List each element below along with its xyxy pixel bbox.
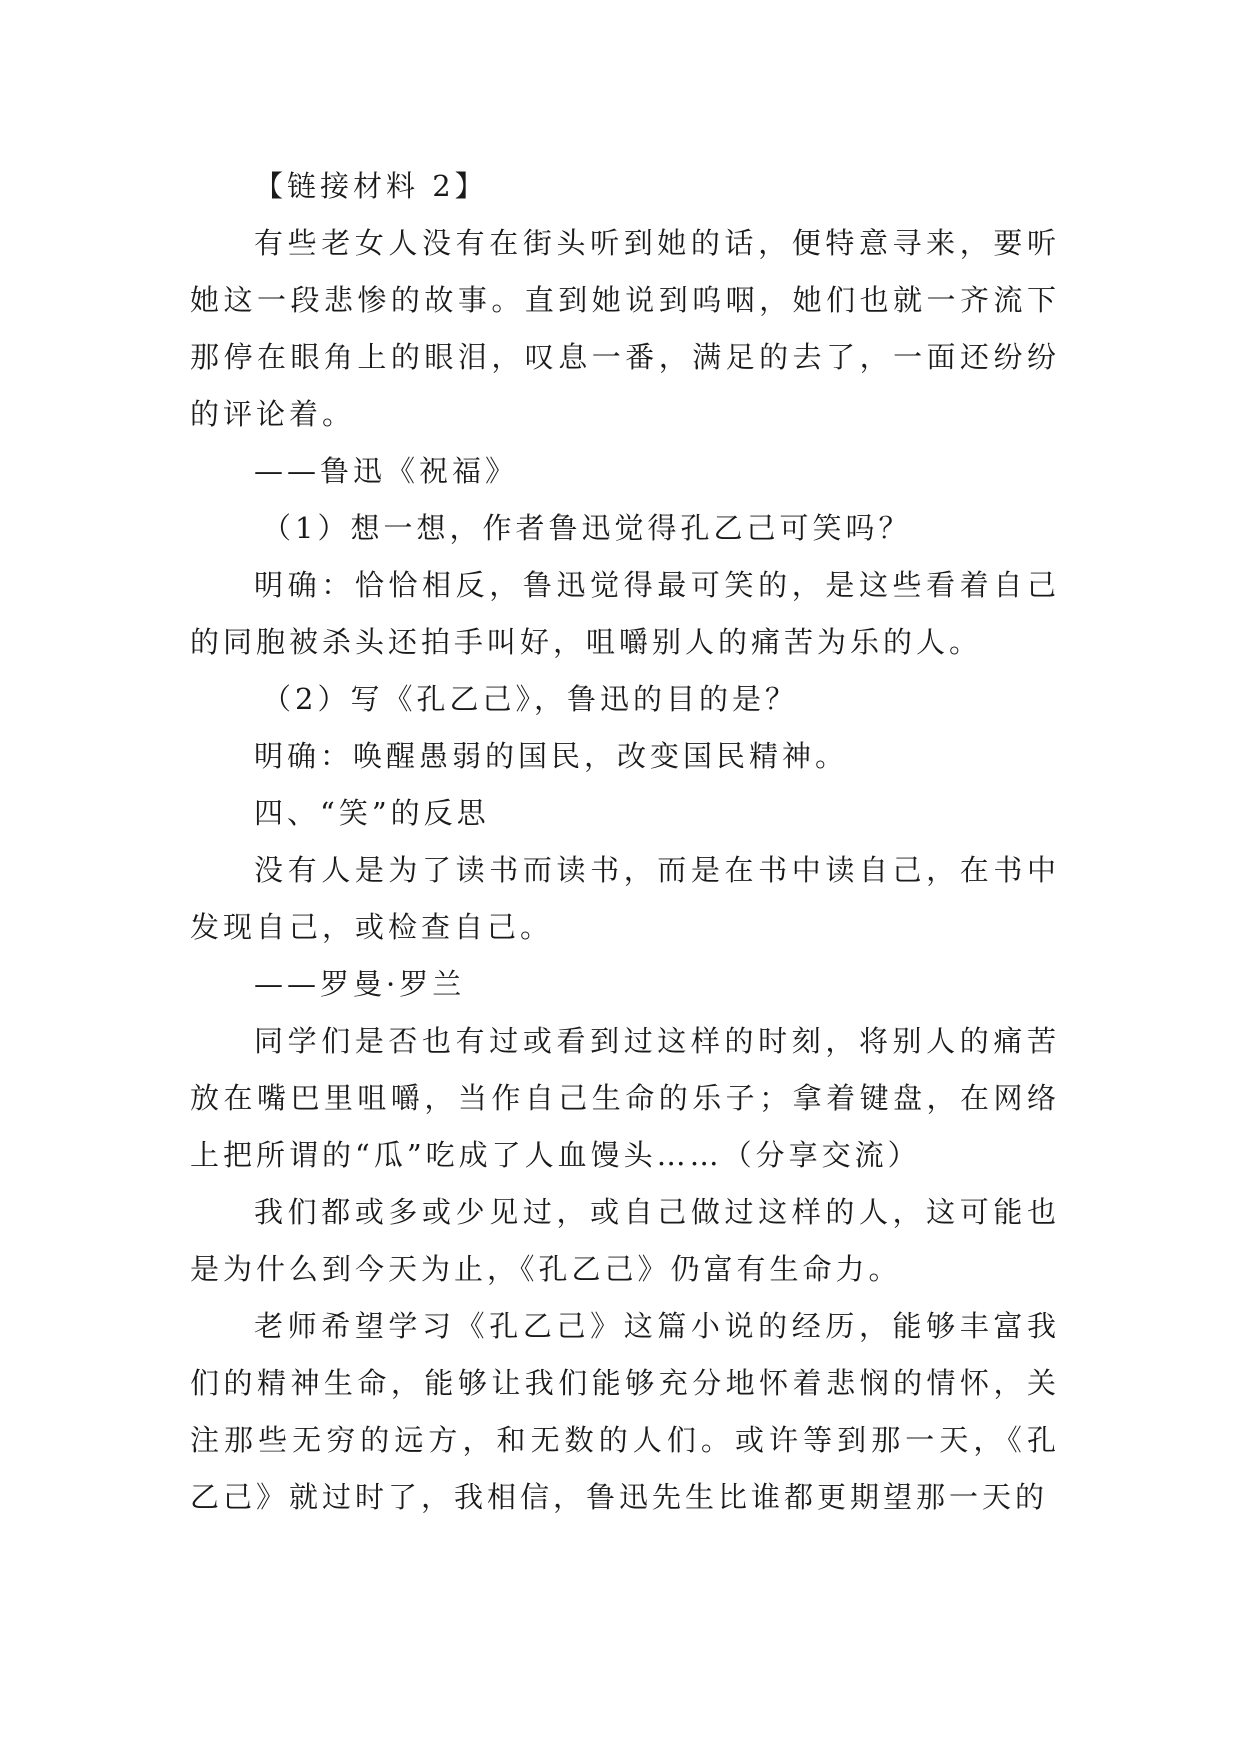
document-page — [190, 158, 1060, 1526]
paragraph-answer-1: 明确：恰恰相反，鲁迅觉得最可笑的，是这些看着自己的同胞被杀头还拍手叫好，咀嚼别人的痛苦为乐的人。 — [190, 568, 1060, 659]
paragraph-material-heading: 【链接材料 2】 — [254, 169, 488, 203]
paragraph-section-heading: 四、“笑”的反思 — [254, 796, 490, 830]
paragraph-quote-rolland: 没有人是为了读书而读书，而是在书中读自己，在书中发现自己，或检查自己。 — [190, 853, 1060, 944]
paragraph-question-1: （1）想一想，作者鲁迅觉得孔乙己可笑吗？ — [262, 511, 912, 545]
paragraph-question-2: （2）写《孔乙己》，鲁迅的目的是？ — [262, 682, 798, 716]
paragraph-answer-2: 明确：唤醒愚弱的国民，改变国民精神。 — [254, 739, 849, 773]
paragraph-closing: 老师希望学习《孔乙己》这篇小说的经历，能够丰富我们的精神生命，能够让我们能够充分地怀着悲悯的情怀，关注那些无穷的远方，和无数的人们。或许等到那一天，《孔乙己》就过时了，我相信，鲁迅先生比谁都更期望那一天的 — [190, 1309, 1060, 1514]
paragraph-quote-source-rolland: ——罗曼·罗兰 — [254, 967, 466, 1001]
paragraph-reflection: 我们都或多或少见过，或自己做过这样的人，这可能也是为什么到今天为止，《孔乙己》仍富有生命力。 — [190, 1195, 1060, 1286]
paragraph-discussion: 同学们是否也有过或看到过这样的时刻，将别人的痛苦放在嘴巴里咀嚼，当作自己生命的乐子；拿着键盘，在网络上把所谓的“瓜”吃成了人血馒头……（分享交流） — [190, 1024, 1060, 1172]
paragraph-quote-source-luxun: ——鲁迅《祝福》 — [254, 454, 519, 488]
paragraph-quote-zhufu: 有些老女人没有在街头听到她的话，便特意寻来，要听她这一段悲惨的故事。直到她说到呜咽，她们也就一齐流下那停在眼角上的眼泪，叹息一番，满足的去了，一面还纷纷的评论着。 — [190, 226, 1060, 431]
